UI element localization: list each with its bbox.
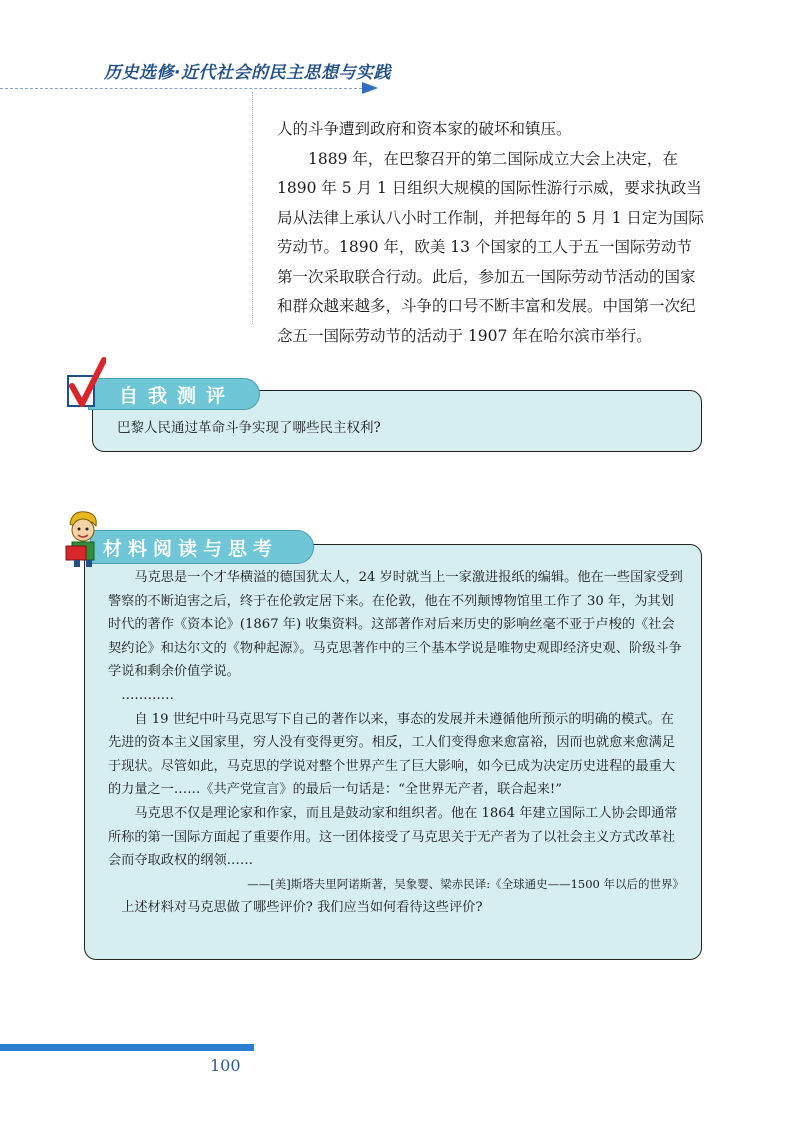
footer-bar <box>0 1044 254 1051</box>
self-eval-title: 自我测评 <box>119 385 236 407</box>
body-paragraph: 人的斗争遭到政府和资本家的破坏和镇压。 <box>277 120 572 138</box>
header-divider <box>0 88 372 89</box>
checkmark-icon <box>66 356 106 412</box>
material-title: 材料阅读与思考 <box>103 538 279 560</box>
student-reading-icon <box>62 508 104 568</box>
material-text <box>108 566 684 920</box>
material-paragraph: 自 19 世纪中叶马克思写下自己的著作以来，事态的发展并未遵循他所预示的明确的模式。在先进的资本主义国家里，穷人没有变得更穷。相反，工人们变得愈来愈富裕，因而也就愈来愈满足于现状。尽管如此，马克思的学说对整个世界产生了巨大影响，如今已成为决定历史进程的最重大的力量之一……《共产党宣言》的最后一句话是：“全世界无产者，联合起来!” <box>108 711 676 798</box>
header-arrow-icon <box>362 82 378 94</box>
header-title: 历史选修·近代社会的民主思想与实践 <box>104 63 391 83</box>
body-paragraph: 1889 年，在巴黎召开的第二国际成立大会上决定，在 1890 年 5 月 1 日组织大规模的国际性游行示威，要求执政当局从法律上承认八小时工作制，并把每年的 5 月 1 日定为国际劳动节。1890 年，欧美 13 个国家的工人于五一国际劳动节第一次采取联合行动。此后，参加五一国际劳动节活动的国家和群众越来越多，斗争的口号不断丰富和发展。中国第一次纪念五一国际劳动节的活动于 1907 年在哈尔滨市举行。 <box>277 149 704 345</box>
material-tab <box>90 530 314 564</box>
self-eval-tab <box>88 378 260 410</box>
self-eval-question: 巴黎人民通过革命斗争实现了哪些民主权利? <box>117 420 381 436</box>
material-source: ——[美]斯塔夫里阿诺斯著，吴象婴、梁赤民译:《全球通史——1500 年以后的世界》 <box>247 876 684 891</box>
main-text <box>277 115 707 351</box>
material-paragraph: 马克思是一个才华横溢的德国犹太人，24 岁时就当上一家激进报纸的编辑。他在一些国家受到警察的不断迫害之后，终于在伦敦定居下来。在伦敦，他在不列颠博物馆里工作了 30 年，为其划时代的著作《资本论》(1867 年) 收集资料。这部著作对后来历史的影响丝毫不亚于卢梭的《社会契约论》和达尔文的《物种起源》。马克思著作中的三个基本学说是唯物史观即经济史观、阶级斗争学说和剩余价值学说。 <box>108 570 683 680</box>
material-question: 上述材料对马克思做了哪些评价? 我们应当如何看待这些评价? <box>121 900 483 916</box>
material-paragraph: 马克思不仅是理论家和作家，而且是鼓动家和组织者。他在 1864 年建立国际工人协会即通常所称的第一国际方面起了重要作用。这一团体接受了马克思关于无产者为了以社会主义方式改革社会而夺取政权的纲领…… <box>108 805 678 869</box>
margin-dotted-line <box>252 92 253 324</box>
material-ellipsis: ………… <box>121 687 174 703</box>
page-number: 100 <box>210 1056 241 1075</box>
